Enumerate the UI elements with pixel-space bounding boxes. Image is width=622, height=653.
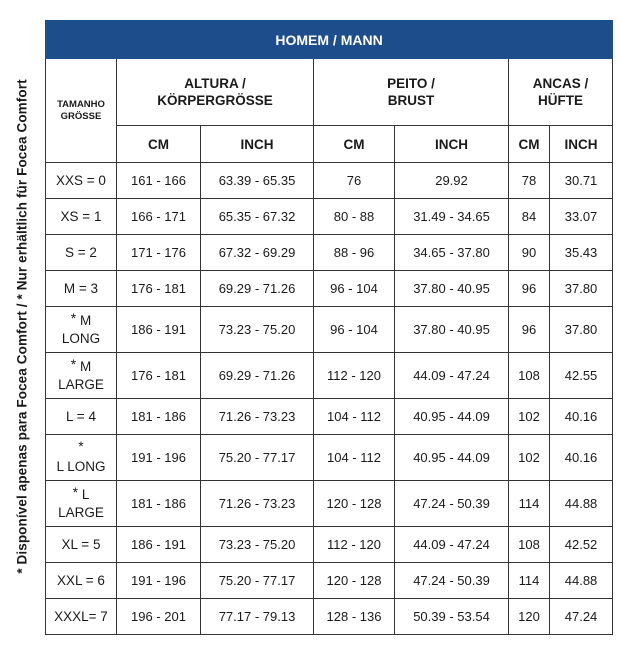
hip-cm-cell: 102 <box>509 399 550 435</box>
hip-inch-cell: 47.24 <box>550 599 613 635</box>
hip-cm-cell: 102 <box>509 435 550 481</box>
hip-cm-cell: 90 <box>509 235 550 271</box>
height-inch-cell: 77.17 - 79.13 <box>201 599 314 635</box>
hip-inch-cell: 42.52 <box>550 527 613 563</box>
availability-note <box>2 20 42 632</box>
chest-inch-cell: 47.24 - 50.39 <box>395 563 509 599</box>
size-sub-label: L LONG <box>56 458 106 474</box>
table-row <box>46 163 613 199</box>
hip-cm-header: CM <box>509 126 550 163</box>
hip-inch-cell: 40.16 <box>550 435 613 481</box>
chest-inch-cell: 29.92 <box>395 163 509 199</box>
size-cell <box>46 353 117 399</box>
height-cm-cell: 176 - 181 <box>117 353 201 399</box>
chest-inch-cell: 40.95 - 44.09 <box>395 435 509 481</box>
chest-cm-cell: 104 - 112 <box>314 399 395 435</box>
hip-cm-cell: 96 <box>509 307 550 353</box>
size-label: XXL = 6 <box>57 572 105 588</box>
chest-inch-cell: 44.09 - 47.24 <box>395 527 509 563</box>
availability-star: * <box>78 437 84 454</box>
hip-cm-cell: 114 <box>509 563 550 599</box>
table-row <box>46 271 613 307</box>
chest-inch-cell: 50.39 - 53.54 <box>395 599 509 635</box>
size-label: XXXL= 7 <box>54 608 108 624</box>
table-row <box>46 599 613 635</box>
hip-cm-cell: 108 <box>509 353 550 399</box>
size-label: XXS = 0 <box>56 172 106 188</box>
table-row <box>46 353 613 399</box>
chest-cm-cell: 120 - 128 <box>314 481 395 527</box>
chest-cm-cell: 96 - 104 <box>314 307 395 353</box>
chest-inch-cell: 44.09 - 47.24 <box>395 353 509 399</box>
size-cell <box>46 399 117 435</box>
table-row <box>46 435 613 481</box>
size-label: S = 2 <box>65 244 97 260</box>
height-cm-cell: 186 - 191 <box>117 307 201 353</box>
hip-inch-cell: 35.43 <box>550 235 613 271</box>
size-cell <box>46 563 117 599</box>
height-cm-cell: 191 - 196 <box>117 563 201 599</box>
height-inch-cell: 73.23 - 75.20 <box>201 307 314 353</box>
size-sub-label: LARGE <box>58 376 104 392</box>
hip-cm-cell: 84 <box>509 199 550 235</box>
hip-cm-cell: 78 <box>509 163 550 199</box>
height-group-header: ALTURA / KÖRPERGRÖSSE <box>117 59 314 126</box>
hip-inch-cell: 33.07 <box>550 199 613 235</box>
size-label: XL = 5 <box>61 536 101 552</box>
hip-cm-cell: 108 <box>509 527 550 563</box>
table-row <box>46 235 613 271</box>
hip-group-header: ANCAS / HÜFTE <box>509 59 613 126</box>
height-inch-cell: 73.23 - 75.20 <box>201 527 314 563</box>
height-inch-cell: 69.29 - 71.26 <box>201 353 314 399</box>
height-inch-cell: 69.29 - 71.26 <box>201 271 314 307</box>
hip-inch-cell: 44.88 <box>550 481 613 527</box>
height-inch-cell: 71.26 - 73.23 <box>201 399 314 435</box>
hip-cm-cell: 120 <box>509 599 550 635</box>
chest-cm-cell: 112 - 120 <box>314 353 395 399</box>
availability-star: * <box>70 309 77 326</box>
chest-cm-cell: 76 <box>314 163 395 199</box>
height-cm-cell: 186 - 191 <box>117 527 201 563</box>
height-cm-header: CM <box>117 126 201 163</box>
availability-star: * <box>70 355 77 372</box>
table-row <box>46 307 613 353</box>
size-cell <box>46 527 117 563</box>
size-cell <box>46 481 117 527</box>
hip-inch-cell: 44.88 <box>550 563 613 599</box>
hip-inch-cell: 37.80 <box>550 271 613 307</box>
chest-inch-header: INCH <box>395 126 509 163</box>
height-cm-cell: 176 - 181 <box>117 271 201 307</box>
size-sub-label: LONG <box>61 330 101 346</box>
height-inch-cell: 65.35 - 67.32 <box>201 199 314 235</box>
size-cell <box>46 199 117 235</box>
chest-inch-cell: 37.80 - 40.95 <box>395 271 509 307</box>
chest-cm-cell: 120 - 128 <box>314 563 395 599</box>
size-cell <box>46 307 117 353</box>
height-inch-cell: 67.32 - 69.29 <box>201 235 314 271</box>
height-inch-cell: 63.39 - 65.35 <box>201 163 314 199</box>
height-inch-header: INCH <box>201 126 314 163</box>
table-row <box>46 481 613 527</box>
height-inch-cell: 71.26 - 73.23 <box>201 481 314 527</box>
chest-cm-cell: 112 - 120 <box>314 527 395 563</box>
size-cell <box>46 163 117 199</box>
height-cm-cell: 196 - 201 <box>117 599 201 635</box>
size-column-header: TAMANHO GRÖSSE <box>46 59 117 163</box>
size-label: XS = 1 <box>60 208 102 224</box>
availability-star: * <box>72 483 79 500</box>
height-inch-cell: 75.20 - 77.17 <box>201 435 314 481</box>
hip-cm-cell: 114 <box>509 481 550 527</box>
chest-cm-cell: 80 - 88 <box>314 199 395 235</box>
chest-cm-cell: 104 - 112 <box>314 435 395 481</box>
size-label: M <box>79 312 92 328</box>
availability-note-text: * Disponível apenas para Focea Comfort / * Nur erhältlich für Focea Comfort <box>14 78 30 574</box>
size-label: L = 4 <box>66 408 96 424</box>
size-sub-label: LARGE <box>58 504 104 520</box>
height-cm-cell: 181 - 186 <box>117 481 201 527</box>
chest-cm-cell: 88 - 96 <box>314 235 395 271</box>
chest-inch-cell: 31.49 - 34.65 <box>395 199 509 235</box>
chest-group-header: PEITO / BRUST <box>314 59 509 126</box>
size-cell <box>46 235 117 271</box>
height-cm-cell: 166 - 171 <box>117 199 201 235</box>
size-chart-table <box>45 20 613 635</box>
height-inch-cell: 75.20 - 77.17 <box>201 563 314 599</box>
hip-inch-cell: 37.80 <box>550 307 613 353</box>
chest-inch-cell: 34.65 - 37.80 <box>395 235 509 271</box>
size-label: M <box>79 358 92 374</box>
chest-inch-cell: 40.95 - 44.09 <box>395 399 509 435</box>
chest-cm-cell: 96 - 104 <box>314 271 395 307</box>
hip-inch-header: INCH <box>550 126 613 163</box>
size-label: M = 3 <box>63 280 99 296</box>
height-cm-cell: 171 - 176 <box>117 235 201 271</box>
table-row <box>46 199 613 235</box>
size-label: L <box>81 486 90 502</box>
chest-cm-cell: 128 - 136 <box>314 599 395 635</box>
table-row <box>46 399 613 435</box>
hip-inch-cell: 42.55 <box>550 353 613 399</box>
size-cell <box>46 435 117 481</box>
table-row <box>46 527 613 563</box>
chest-inch-cell: 37.80 - 40.95 <box>395 307 509 353</box>
size-cell <box>46 599 117 635</box>
size-cell <box>46 271 117 307</box>
hip-inch-cell: 40.16 <box>550 399 613 435</box>
table-row <box>46 563 613 599</box>
height-cm-cell: 191 - 196 <box>117 435 201 481</box>
chest-cm-header: CM <box>314 126 395 163</box>
height-cm-cell: 161 - 166 <box>117 163 201 199</box>
hip-inch-cell: 30.71 <box>550 163 613 199</box>
chest-inch-cell: 47.24 - 50.39 <box>395 481 509 527</box>
hip-cm-cell: 96 <box>509 271 550 307</box>
height-cm-cell: 181 - 186 <box>117 399 201 435</box>
table-title: HOMEM / MANN <box>46 21 613 59</box>
